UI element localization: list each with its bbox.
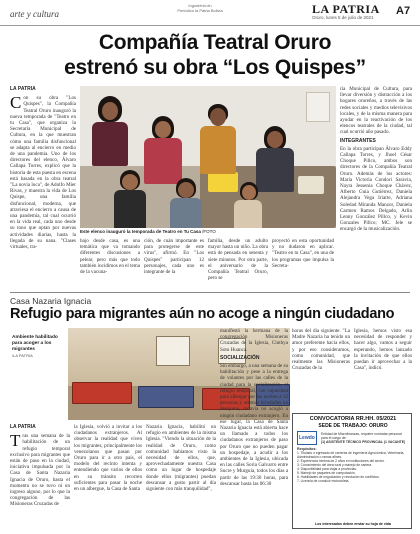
article2-col6: Iglesia, hemos visto esa necesidad de responder y hacer algo, vamos a seguir esperando, hemos lanzado la invitación de que ellos puedan ir aprovechar a la Casa", indicó. <box>354 328 412 372</box>
article1-photo-caption <box>80 229 216 234</box>
article1-caption-text: Este elenco inauguró la temporada de Teatro en Tu Casa <box>80 229 201 234</box>
article2-headline: Refugio para migrantes aún no acoge a ningún ciudadano <box>10 306 395 322</box>
article1-col6 <box>340 86 412 290</box>
newspaper-logo: LA PATRIA <box>312 2 380 16</box>
article1-col3: ción, de cuán importante es para protegerse de este virus", afirmó. En "Los Quispes" participan 12 personajes, cada uno es integrante de la <box>144 238 204 276</box>
ad-logo-text: Lewdo <box>299 435 315 441</box>
article1-kicker: LA PATRIA <box>10 86 36 92</box>
header-social-line1: Ingoelérlo:dn <box>188 3 212 8</box>
article2-col1 <box>10 424 70 530</box>
ad-req-3: 3. Conocimiento del área rural y manejo de cartera. <box>297 463 373 467</box>
ad-subtitle: SEDE DE TRABAJO: ORURO <box>318 423 388 429</box>
ad-logo <box>297 431 317 445</box>
job-advertisement <box>292 413 412 529</box>
article2-col4 <box>220 328 288 530</box>
article2-col3: Nazaria Ignacia, habilitó un refugio en ambientes de la misma Iglesia. "Viendo la situación de la realidad de Oruro, como comunidad habíamos visto la necesidad de ellos, que, aprovechadamente nuestra Casa como un lugar de hospedaje donde ellos (migrantes) puedan descansar a gusto partir al día siguiente con más tranquilidad", <box>146 424 216 493</box>
ad-requirements-title: Requisitos: <box>297 447 317 451</box>
article1-col6a: ría Municipal de Cultura, para llevar diversión y distracción a los hogares orureños, a través de las redes sociales y medios televisivos locales, y de la misma manera para ayudar en la reactivación de los elencos teatrales de la ciudad, tal cual ocurrió año pasado. <box>340 86 412 136</box>
article1-headline-line2: estrenó su obra “Los Quispes” <box>64 56 366 79</box>
article2-subhead: SOCIALIZACIÓN <box>220 354 260 361</box>
ad-req-6: 6. Habilidades de negociación y resolución de conflictos. <box>297 475 380 479</box>
article2-kicker: LA PATRIA <box>10 424 36 430</box>
article1-col1-text: on su obra "Los Quispes", la Compañía Teatral Oruro inauguró la nueva temporada de "Teatro en tu Casa", que organiza la Secretaría Municipal de Cultura, en la que muestran cómo una familia disfuncional se adapta al encierro en medio de una pandemia. Uno de los directores del elenco, Álvaro Callapa Torres, explicó que la historia de esta puesta en escena está basada en la obra teatral "La novia loca", de Adolfo Mier Rivas, y muestra la vida de Los Quispe, una familia disfuncional, moderna, que atraviesa el encierro a causa de una pandemia, tal cual ocurrió en la vida real, cada uno desde su tono que optan por nuevas actividades diarias, hasta la llegada de su nana. "Clases virtuales, tra- <box>10 95 76 251</box>
ad-position: (1) ASISTENTE TÉCNICO PROVINCIAL (1 VACANTE) <box>321 440 406 445</box>
ad-req-2: 2. Experiencia mínima de 2 años en instituciones del sector. <box>297 459 385 463</box>
header-social-line2: Periódico la Patria Bolivia <box>177 8 223 13</box>
article1-col4: familia, desde un adulto mayor hasta un niño. La obra está de pensada en sesenta y siete minutos. Por otra parte, el aniversario de la Compañía Teatral Oruro, pero se <box>208 238 268 282</box>
ad-req-5: 5. Manejo de paquetes de computación. <box>297 471 356 475</box>
article1-dropcap: C <box>10 93 22 113</box>
article2-caption-credit: /LA PATRIA <box>12 353 33 358</box>
article2-col2: la Iglesia, volvió a invitar a los ciudadanos extranjeros. Al observar la realidad que viven los migrantes, principalmente los venezolanos que pasan por Oruro para ir a otro país, el modelo del recinto intenta y entendiendo que varios de ellos en su tránsito recorren suficientes para pasar la noche en un albergue, la Casa de Santa <box>74 424 142 493</box>
article2-photo-caption <box>12 335 64 359</box>
ad-req-1: 1. Titulado o egresado de carreras de Ingeniería Agronómica, Veterinaria, Administración o ramas afines. <box>297 451 405 459</box>
ad-intro-text: Entidad de Microfinanzas, requiere contratar personal para el cargo de: <box>321 432 402 441</box>
article2-col4a: manifestó la hermana de la congregación Misioneras Cruzadas de la Iglesia, Cinthya Soto Huanca. <box>220 328 288 353</box>
ad-req-4: 4. Disponibilidad para viajar a provincias. <box>297 467 357 471</box>
page-header <box>0 0 420 26</box>
page-number: A7 <box>396 5 411 17</box>
ad-requirements <box>297 447 409 483</box>
article1-col2: bajo desde casa, es una temática que va tomando diferentes discusiones a pelear, pero más que todo también incidimos en el tema de la vacuna- <box>80 238 140 276</box>
article1-col1 <box>10 86 76 290</box>
ad-req-7: 7. Licencia de conducir motocicleta. <box>297 479 350 483</box>
article1-col6b: En la obra participan Álvaro Eddy Callapa Torres, y Jhoel César Choque Pillco, ambos son directores de la Compañía Teatral Oruro. Además de los actores: María Victoria Condori Saravia, Nayra Jessenia Choque Chávez, Alberto Guía Gutiérrez, Daniela Alejandra Vega Iriarte, Adriana Soledad Miranda Manzor, Daniela Carmen Ramos Delgado, Arlin Lenny González Pillco, y Kevin Gonzales Pillco; MC. Jele se encargó de la musicalización. <box>340 145 412 233</box>
article1-headline <box>20 30 410 80</box>
article1-photo <box>80 86 336 228</box>
article2-caption-text: Ambiente habilitado para acoger a los migrantes <box>12 335 58 352</box>
article1-subhead: INTEGRANTES <box>340 137 376 144</box>
article1-col5: proyectó en esta oportunidad y no dudaron en aplicar. "Teatro en tu Casa", en una de los programas que impulsa la Secreta- <box>272 238 334 269</box>
ad-intro <box>321 432 409 445</box>
section-label: arte y cultura <box>10 9 59 19</box>
article1-headline-line1: Compañía Teatral Oruro <box>98 31 332 54</box>
article2-col1-text: ras una semana de la habilitación de un refugio temporal exclusivo para migrantes que están de paso en la ciudad, iniciativa impulsada por la Casa de Santa Nazaria Ignacia de Oruro, hasta el momento no se tuvo ni un ingreso alguno, por lo que la congregación de las Misioneras Cruzadas de <box>10 433 70 508</box>
section-divider <box>10 292 410 293</box>
article2-section-label: Casa Nazaria Ignacia <box>10 296 92 306</box>
article2-dropcap: T <box>10 431 21 451</box>
header-social <box>150 3 250 13</box>
article2-col5: horas del día siguiente. "La Madre Nazaria ha tenido un amor preferente hacia ellos, y por eso consideramos, como comunidad, que realmente las Misioneras Cruzadas de la <box>292 328 350 372</box>
issue-date: Oruro, lunes 5 de julio de 2021 <box>312 15 374 20</box>
ad-title: CONVOCATORIA RR.HH. 05/2021 <box>309 416 397 422</box>
ad-footer: Los interesados deben enviar su hoja de vida <box>315 522 391 526</box>
article2-col4b: Sin embargo, a una semana de su habilitación y pese a la entrega de volantes por las calles de la ciudad para la socialización, el refugio temporal, con capacidad para albergar por las noches a 12 personas y además brindarles un desayuno, todavía no acogió a ningún ciudadano extranjero. En ese lugar, la Casa de Santa Nazaria Ignacia está abierta hace un llamado a todos los ciudadanos extranjeros de paso por Oruro que no pueden pagar un hospedaje, a acudir a los ambientes de la Iglesia, ubicada en las calles Soria Galvarro entre Sucre y Murguía, todos los días a partir de las 19:30 horas, para descansar hasta las 06:30 <box>220 363 288 487</box>
article1-caption-credit: /FOTO <box>202 229 216 234</box>
